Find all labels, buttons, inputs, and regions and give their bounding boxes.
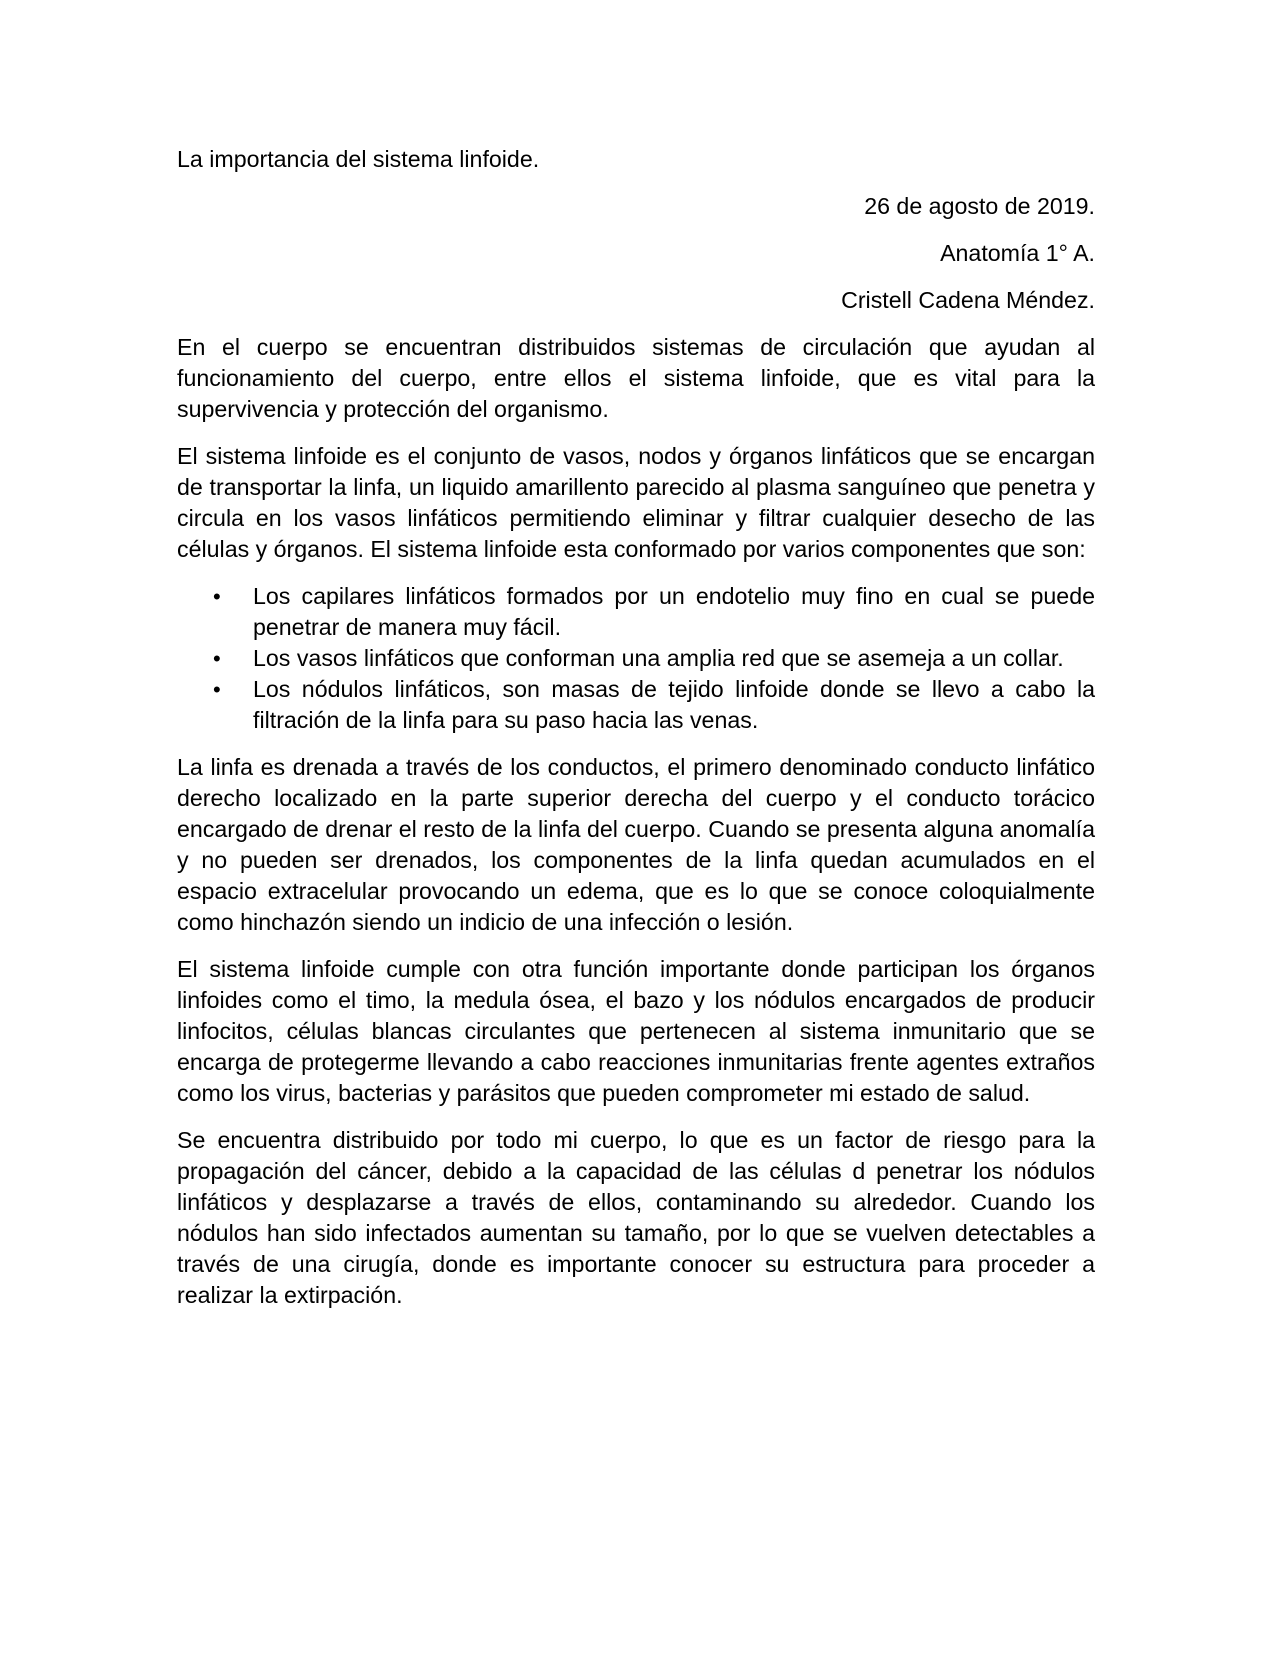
document-title: La importancia del sistema linfoide. <box>177 146 540 172</box>
paragraph-cancer-risk: Se encuentra distribuido por todo mi cuerpo, lo que es un factor de riesgo para la propagación del cáncer, debido a la capacidad de las células d penetrar los nódulos linfáticos y desplazarse a través de ellos, contaminando su alrededor. Cuando los nódulos han sido infectados aumentan su tamaño, por lo que se vuelven detectables a través de una cirugía, donde es importante conocer su estructura para proceder a realizar la extirpación. <box>177 1127 1095 1308</box>
components-list <box>177 581 1095 736</box>
bullet-icon: • <box>213 677 221 702</box>
paragraph-drainage: La linfa es drenada a través de los conductos, el primero denominado conducto linfático derecho localizado en la parte superior derecha del cuerpo y el conducto torácico encargado de drenar el resto de la linfa del cuerpo. Cuando se presenta alguna anomalía y no pueden ser drenados, los componentes de la linfa quedan acumulados en el espacio extracelular provocando un edema, que es lo que se conoce coloquialmente como hinchazón siendo un indicio de una infección o lesión. <box>177 754 1095 935</box>
list-item <box>177 643 1095 674</box>
document-date: 26 de agosto de 2019. <box>864 193 1095 219</box>
list-item-text: Los vasos linfáticos que conforman una amplia red que se asemeja a un collar. <box>253 645 1064 671</box>
document-page <box>177 144 1095 1327</box>
paragraph-definition: El sistema linfoide es el conjunto de vasos, nodos y órganos linfáticos que se encargan de transportar la linfa, un liquido amarillento parecido al plasma sanguíneo que penetra y circula en los vasos linfáticos permitiendo eliminar y filtrar cualquier desecho de las células y órganos. El sistema linfoide esta conformado por varios componentes que son: <box>177 443 1095 562</box>
paragraph-immune-function: El sistema linfoide cumple con otra función importante donde participan los órganos linfoides como el timo, la medula ósea, el bazo y los nódulos encargados de producir linfocitos, células blancas circulantes que pertenecen al sistema inmunitario que se encarga de protegerme llevando a cabo reacciones inmunitarias frente agentes extraños como los virus, bacterias y parásitos que pueden comprometer mi estado de salud. <box>177 956 1095 1106</box>
list-item <box>177 674 1095 736</box>
list-item <box>177 581 1095 643</box>
list-item-text: Los capilares linfáticos formados por un endotelio muy fino en cual se puede penetrar de manera muy fácil. <box>253 583 1095 640</box>
document-course: Anatomía 1° A. <box>940 240 1095 266</box>
bullet-icon: • <box>213 584 221 609</box>
list-item-text: Los nódulos linfáticos, son masas de tejido linfoide donde se llevo a cabo la filtración de la linfa para su paso hacia las venas. <box>253 676 1095 733</box>
bullet-icon: • <box>213 646 221 671</box>
paragraph-intro: En el cuerpo se encuentran distribuidos sistemas de circulación que ayudan al funcionamiento del cuerpo, entre ellos el sistema linfoide, que es vital para la supervivencia y protección del organismo. <box>177 334 1095 422</box>
document-author: Cristell Cadena Méndez. <box>841 287 1095 313</box>
